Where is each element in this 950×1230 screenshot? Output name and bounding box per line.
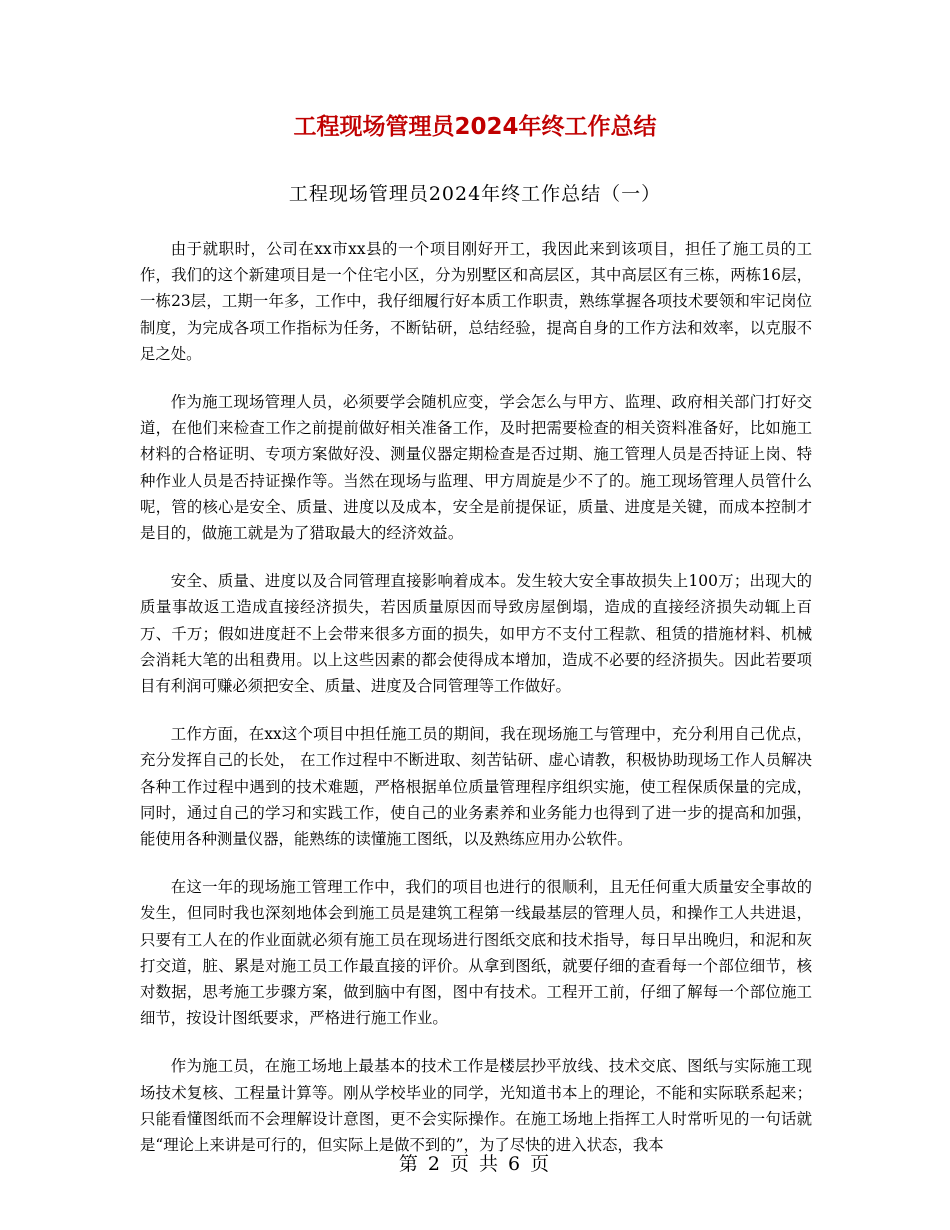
body-paragraph: 由于就职时，公司在xx市xx县的一个项目刚好开工，我因此来到该项目，担任了施工员的工作，我们的这个新建项目是一个住宅小区，分为别墅区和高层区，其中高层区有三栋，两栋16层，一栋23层，工期一年多，工作中，我仔细履行好本质工作职责，熟练掌握各项技术要领和牢记岗位制度，为完成各项工作指标为任务，不断钻研，总结经验，提高自身的工作方法和效率，以克服不足之处。 — [140, 240, 812, 363]
document-body — [140, 236, 812, 1180]
body-paragraph: 作为施工现场管理人员，必须要学会随机应变，学会怎么与甲方、监理、政府相关部门打好交道，在他们来检查工作之前提前做好相关准备工作，及时把需要检查的相关资料准备好，比如施工材料的合格证明、专项方案做好没、测量仪器定期检查是否过期、施工管理人员是否持证上岗、特种作业人员是否持证操作等。当然在现场与监理、甲方周旋是少不了的。施工现场管理人员管什么呢，管的核心是安全、质量、进度以及成本，安全是前提保证，质量、进度是关键，而成本控制才是目的，做施工就是为了猎取最大的经济效益。 — [140, 393, 812, 543]
body-paragraph: 在这一年的现场施工管理工作中，我们的项目也进行的很顺利，且无任何重大质量安全事故的发生，但同时我也深刻地体会到施工员是建筑工程第一线最基层的管理人员，和操作工人共进退，只要有工人在的作业面就必须有施工员在现场进行图纸交底和技术指导，每日早出晚归，和泥和灰打交道，脏、累是对施工员工作最直接的评价。从拿到图纸，就要仔细的查看每一个部位细节，核对数据，思考施工步骤方案，做到脑中有图，图中有技术。工程开工前，仔细了解每一个部位施工细节，按设计图纸要求，严格进行施工作业。 — [140, 878, 812, 1028]
page-number-footer: 第 2 页 共 6 页 — [398, 1153, 552, 1175]
body-paragraph: 作为施工员，在施工场地上最基本的技术工作是楼层抄平放线、技术交底、图纸与实际施工现场技术复核、工程量计算等。刚从学校毕业的同学，光知道书本上的理论，不能和实际联系起来；只能看懂图纸而不会理解设计意图，更不会实际操作。在施工场地上指挥工人时常听见的一句话就是“理论上来讲是可行的，但实际上是做不到的”，为了尽快的进入状态，我本 — [140, 1057, 812, 1155]
section-heading: 工程现场管理员2024年终工作总结（一） — [288, 183, 662, 205]
body-paragraph: 安全、质量、进度以及合同管理直接影响着成本。发生较大安全事故损失上100万；出现大的质量事故返工造成直接经济损失，若因质量原因而导致房屋倒塌，造成的直接经济损失动辄上百万、千万；假如进度赶不上会带来很多方面的损失，如甲方不支付工程款、租赁的措施材料、机械会消耗大笔的出租费用。以上这些因素的都会使得成本增加，造成不必要的经济损失。因此若要项目有利润可赚必须把安全、质量、进度及合同管理等工作做好。 — [140, 572, 812, 696]
document-title: 工程现场管理员2024年终工作总结 — [293, 114, 657, 140]
body-paragraph: 工作方面，在xx这个项目中担任施工员的期间，我在现场施工与管理中，充分利用自己优点，充分发挥自己的长处， 在工作过程中不断进取、刻苦钻研、虚心请教，积极协助现场工作人员解决各种工作过程中遇到的技术难题，严格根据单位质量管理程序组织实施，使工程保质保量的完成，同时，通过自己的学习和实践工作，使自己的业务素养和业务能力也得到了进一步的提高和加强，能使用各种测量仪器，能熟练的读懂施工图纸，以及熟练应用办公软件。 — [140, 725, 812, 849]
